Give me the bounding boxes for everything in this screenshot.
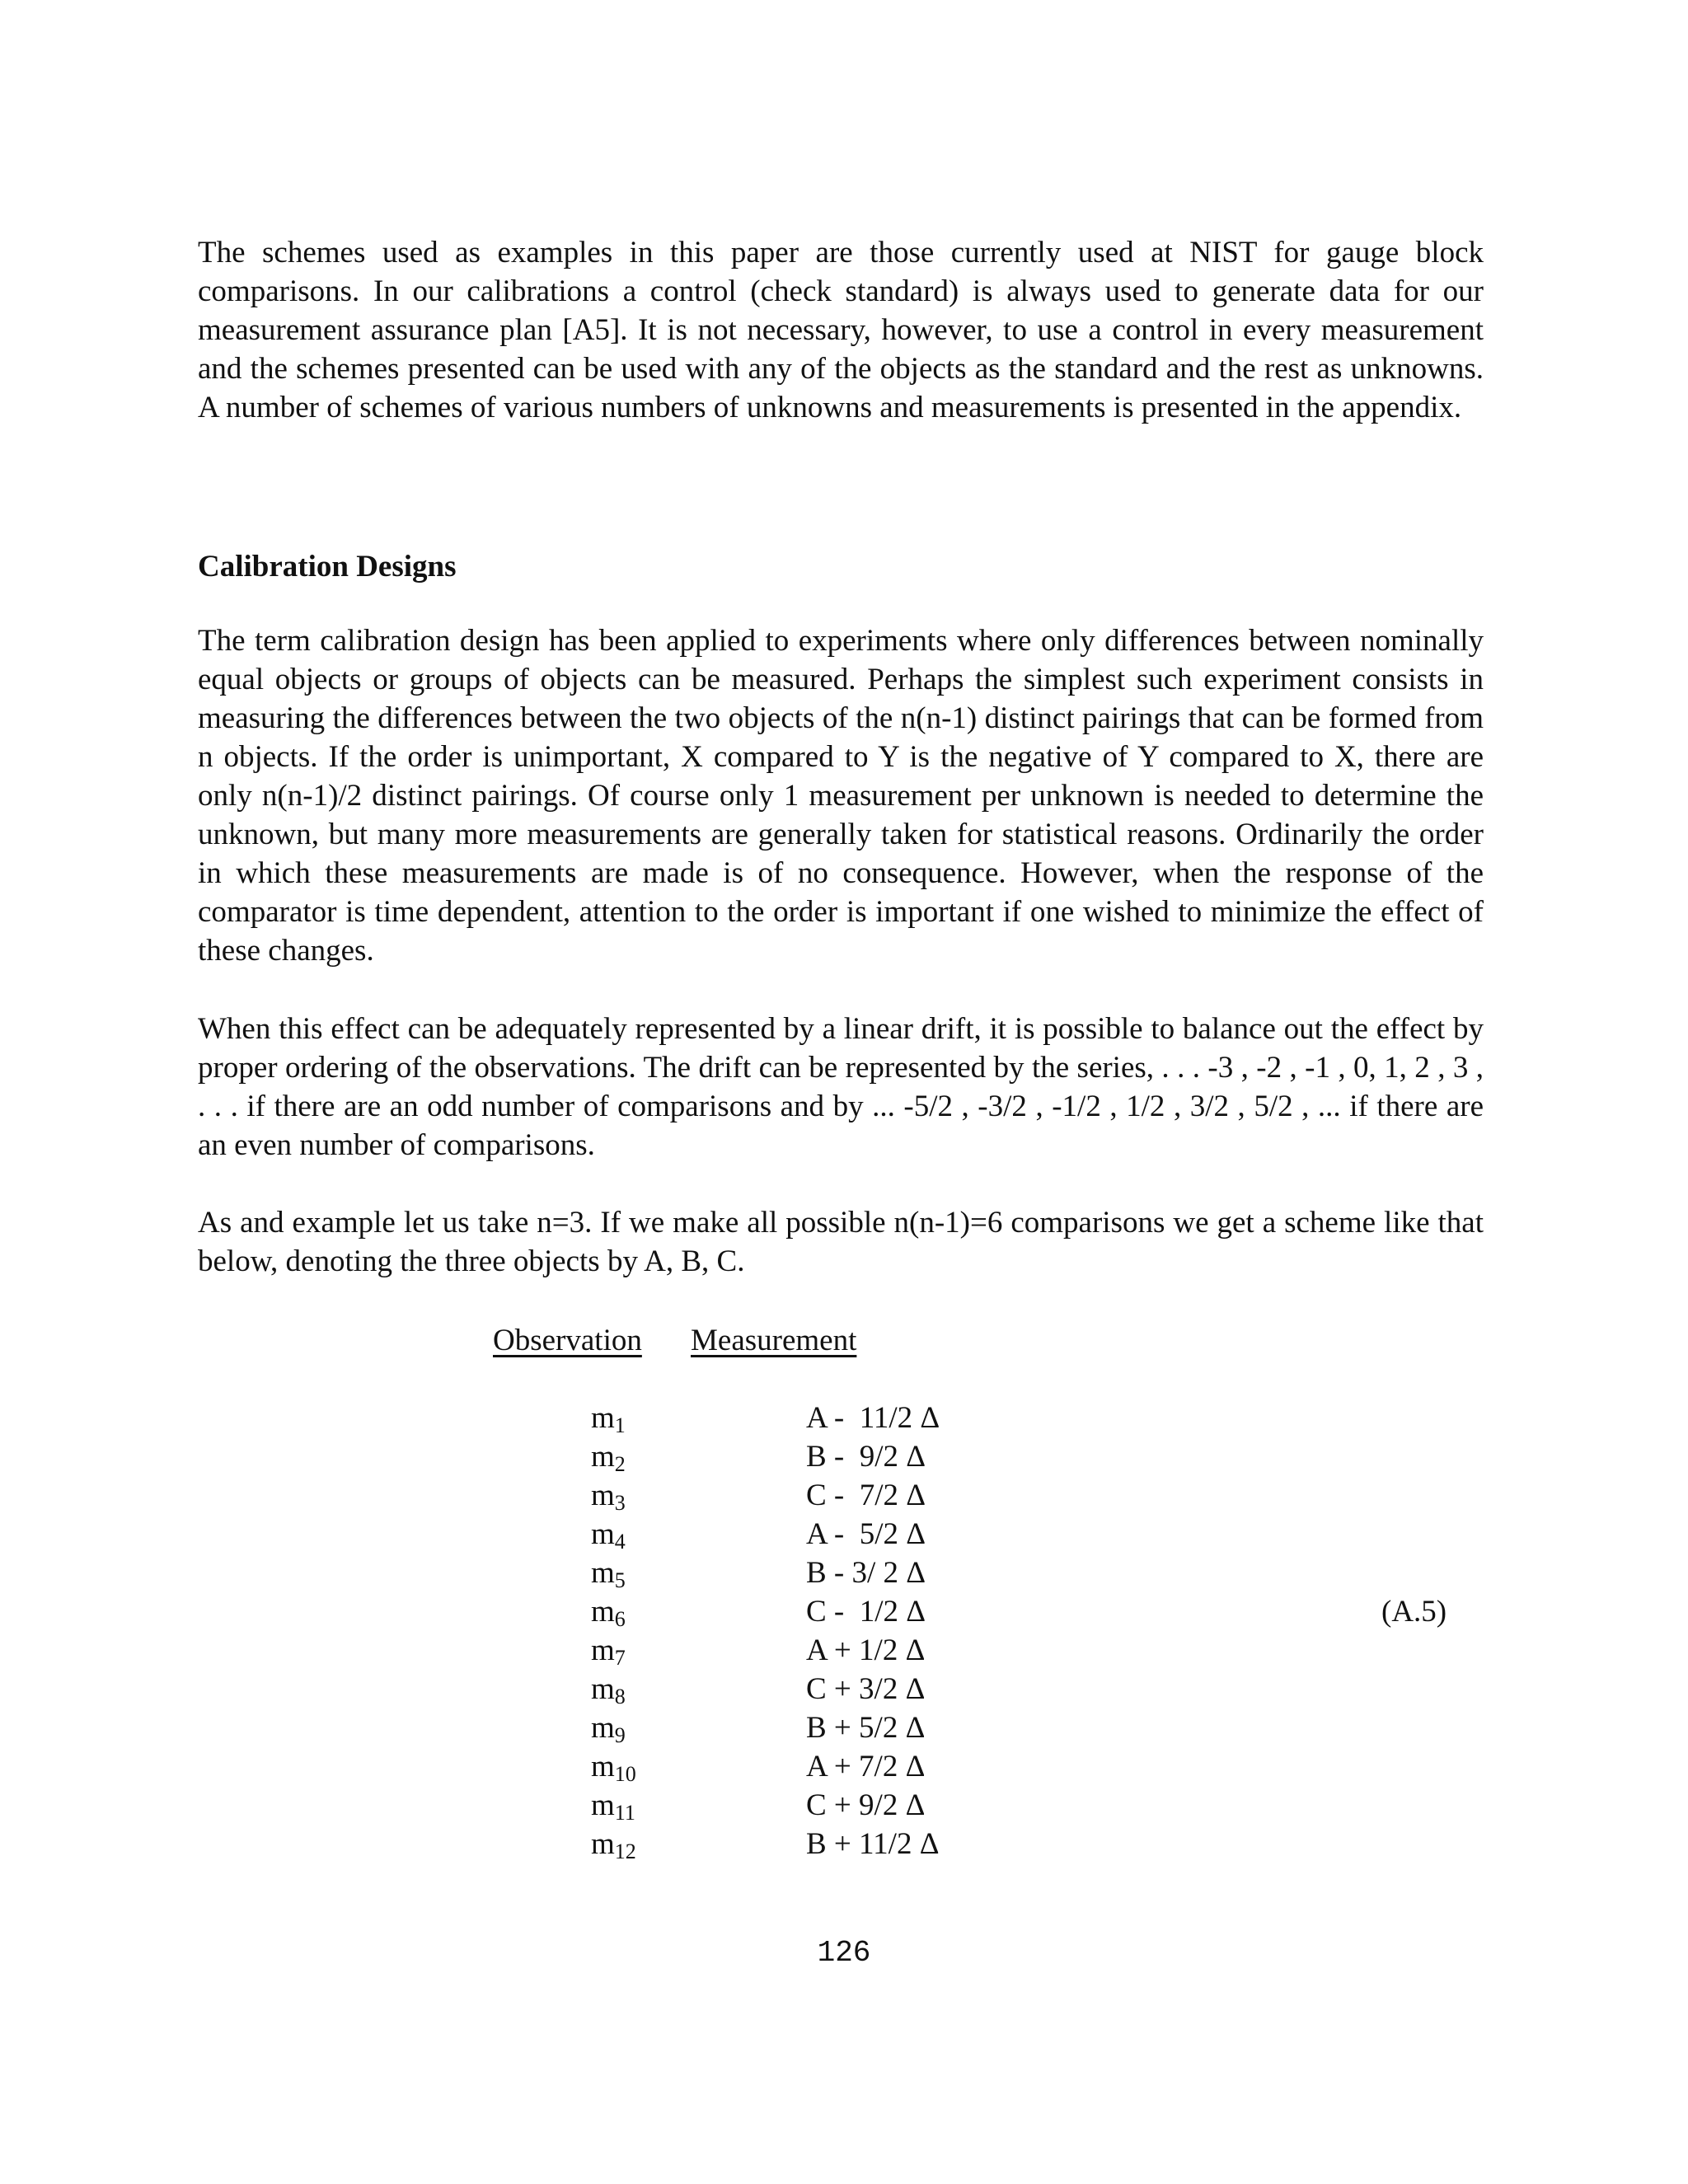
observation-index: 3 (614, 1491, 626, 1515)
observation-index: 6 (614, 1607, 626, 1631)
observation-letter: m (591, 1672, 615, 1706)
measurement-expression: C + 3/2 Δ (806, 1672, 926, 1706)
measurement-expression: B - 9/2 Δ (806, 1440, 926, 1474)
measurement-expression: A + 1/2 Δ (806, 1633, 926, 1667)
equation-label: (A.5) (1381, 1595, 1447, 1629)
observation-letter: m (591, 1827, 615, 1861)
observation-letter: m (591, 1595, 615, 1629)
table-row (0, 1631, 1688, 1670)
observation-letter: m (591, 1517, 615, 1551)
table-row (0, 1825, 1688, 1863)
observation-index: 11 (614, 1801, 635, 1825)
table-row (0, 1515, 1688, 1554)
measurement-column-header: Measurement (691, 1324, 857, 1357)
observation-index: 2 (614, 1452, 626, 1476)
observation-letter: m (591, 1401, 615, 1435)
observation-index: 1 (614, 1413, 626, 1437)
observation-index: 4 (614, 1530, 626, 1554)
observation-table (0, 1399, 1688, 1863)
observation-index: 5 (614, 1568, 626, 1592)
measurement-expression: C - 7/2 Δ (806, 1479, 926, 1512)
observation-index: 7 (614, 1646, 626, 1670)
measurement-expression: C + 9/2 Δ (806, 1788, 926, 1822)
observation-symbol (591, 1825, 636, 1871)
table-row (0, 1708, 1688, 1747)
drift-paragraph: When this effect can be adequately represented by a linear drift, it is possible to balance out the effect by proper ordering of the observations. The drift can be represented by the series, . . . -3 , -2 , -1 , 0, 1, 2 , 3 , . . . if there are an odd number of comparisons and by ... -5/2 , -3/2 , -1/2 , 1/2 , 3/2 , 5/2 , ... if there are an even number of comparisons. (198, 1012, 1484, 1162)
observation-letter: m (591, 1440, 615, 1474)
table-row (0, 1476, 1688, 1515)
measurement-expression: B - 3/ 2 Δ (806, 1556, 926, 1590)
measurement-expression: A - 11/2 Δ (806, 1401, 940, 1435)
example-paragraph: As and example let us take n=3. If we make all possible n(n-1)=6 comparisons we get a scheme like that below, denoting the three objects by A, B, C. (198, 1206, 1484, 1278)
observation-index: 10 (614, 1762, 636, 1786)
intro-paragraph: The schemes used as examples in this paper are those currently used at NIST for gauge block comparisons. In our calibrations a control (check standard) is always used to generate data for our measurement assurance plan [A5]. It is not necessary, however, to use a control in every measurement and the schemes presented can be used with any of the objects as the standard and the rest as unknowns. A number of schemes of various numbers of unknowns and measurements is presented in the appendix. (198, 236, 1484, 424)
table-row (0, 1670, 1688, 1708)
table-row (0, 1747, 1688, 1786)
observation-letter: m (591, 1788, 615, 1822)
observation-letter: m (591, 1711, 615, 1745)
table-row (0, 1399, 1688, 1437)
observation-index: 9 (614, 1723, 626, 1747)
measurement-expression: A + 7/2 Δ (806, 1750, 926, 1783)
measurement-expression: A - 5/2 Δ (806, 1517, 926, 1551)
observation-index: 12 (614, 1840, 636, 1863)
measurement-expression: C - 1/2 Δ (806, 1595, 926, 1629)
observation-column-header: Observation (493, 1324, 642, 1357)
measurement-expression: B + 5/2 Δ (806, 1711, 926, 1745)
observation-letter: m (591, 1750, 615, 1783)
measurement-expression: B + 11/2 Δ (806, 1827, 940, 1861)
page-number: 126 (817, 1936, 871, 1970)
table-row (0, 1786, 1688, 1825)
table-row (0, 1437, 1688, 1476)
observation-letter: m (591, 1633, 615, 1667)
observation-letter: m (591, 1556, 615, 1590)
design-paragraph: The term calibration design has been applied to experiments where only differences between nominally equal objects or groups of objects can be measured. Perhaps the simplest such experiment consists in measuring the differences between the two objects of the n(n-1) distinct pairings that can be formed from n objects. If the order is unimportant, X compared to Y is the negative of Y compared to X, there are only n(n-1)/2 distinct pairings. Of course only 1 measurement per unknown is needed to determine the unknown, but many more measurements are generally taken for statistical reasons. Ordinarily the order in which these measurements are made is of no consequence. However, when the response of the comparator is time dependent, attention to the order is important if one wished to minimize the effect of these changes. (198, 624, 1484, 968)
table-row (0, 1554, 1688, 1592)
observation-index: 8 (614, 1685, 626, 1708)
section-heading: Calibration Designs (198, 550, 457, 583)
observation-letter: m (591, 1479, 615, 1512)
